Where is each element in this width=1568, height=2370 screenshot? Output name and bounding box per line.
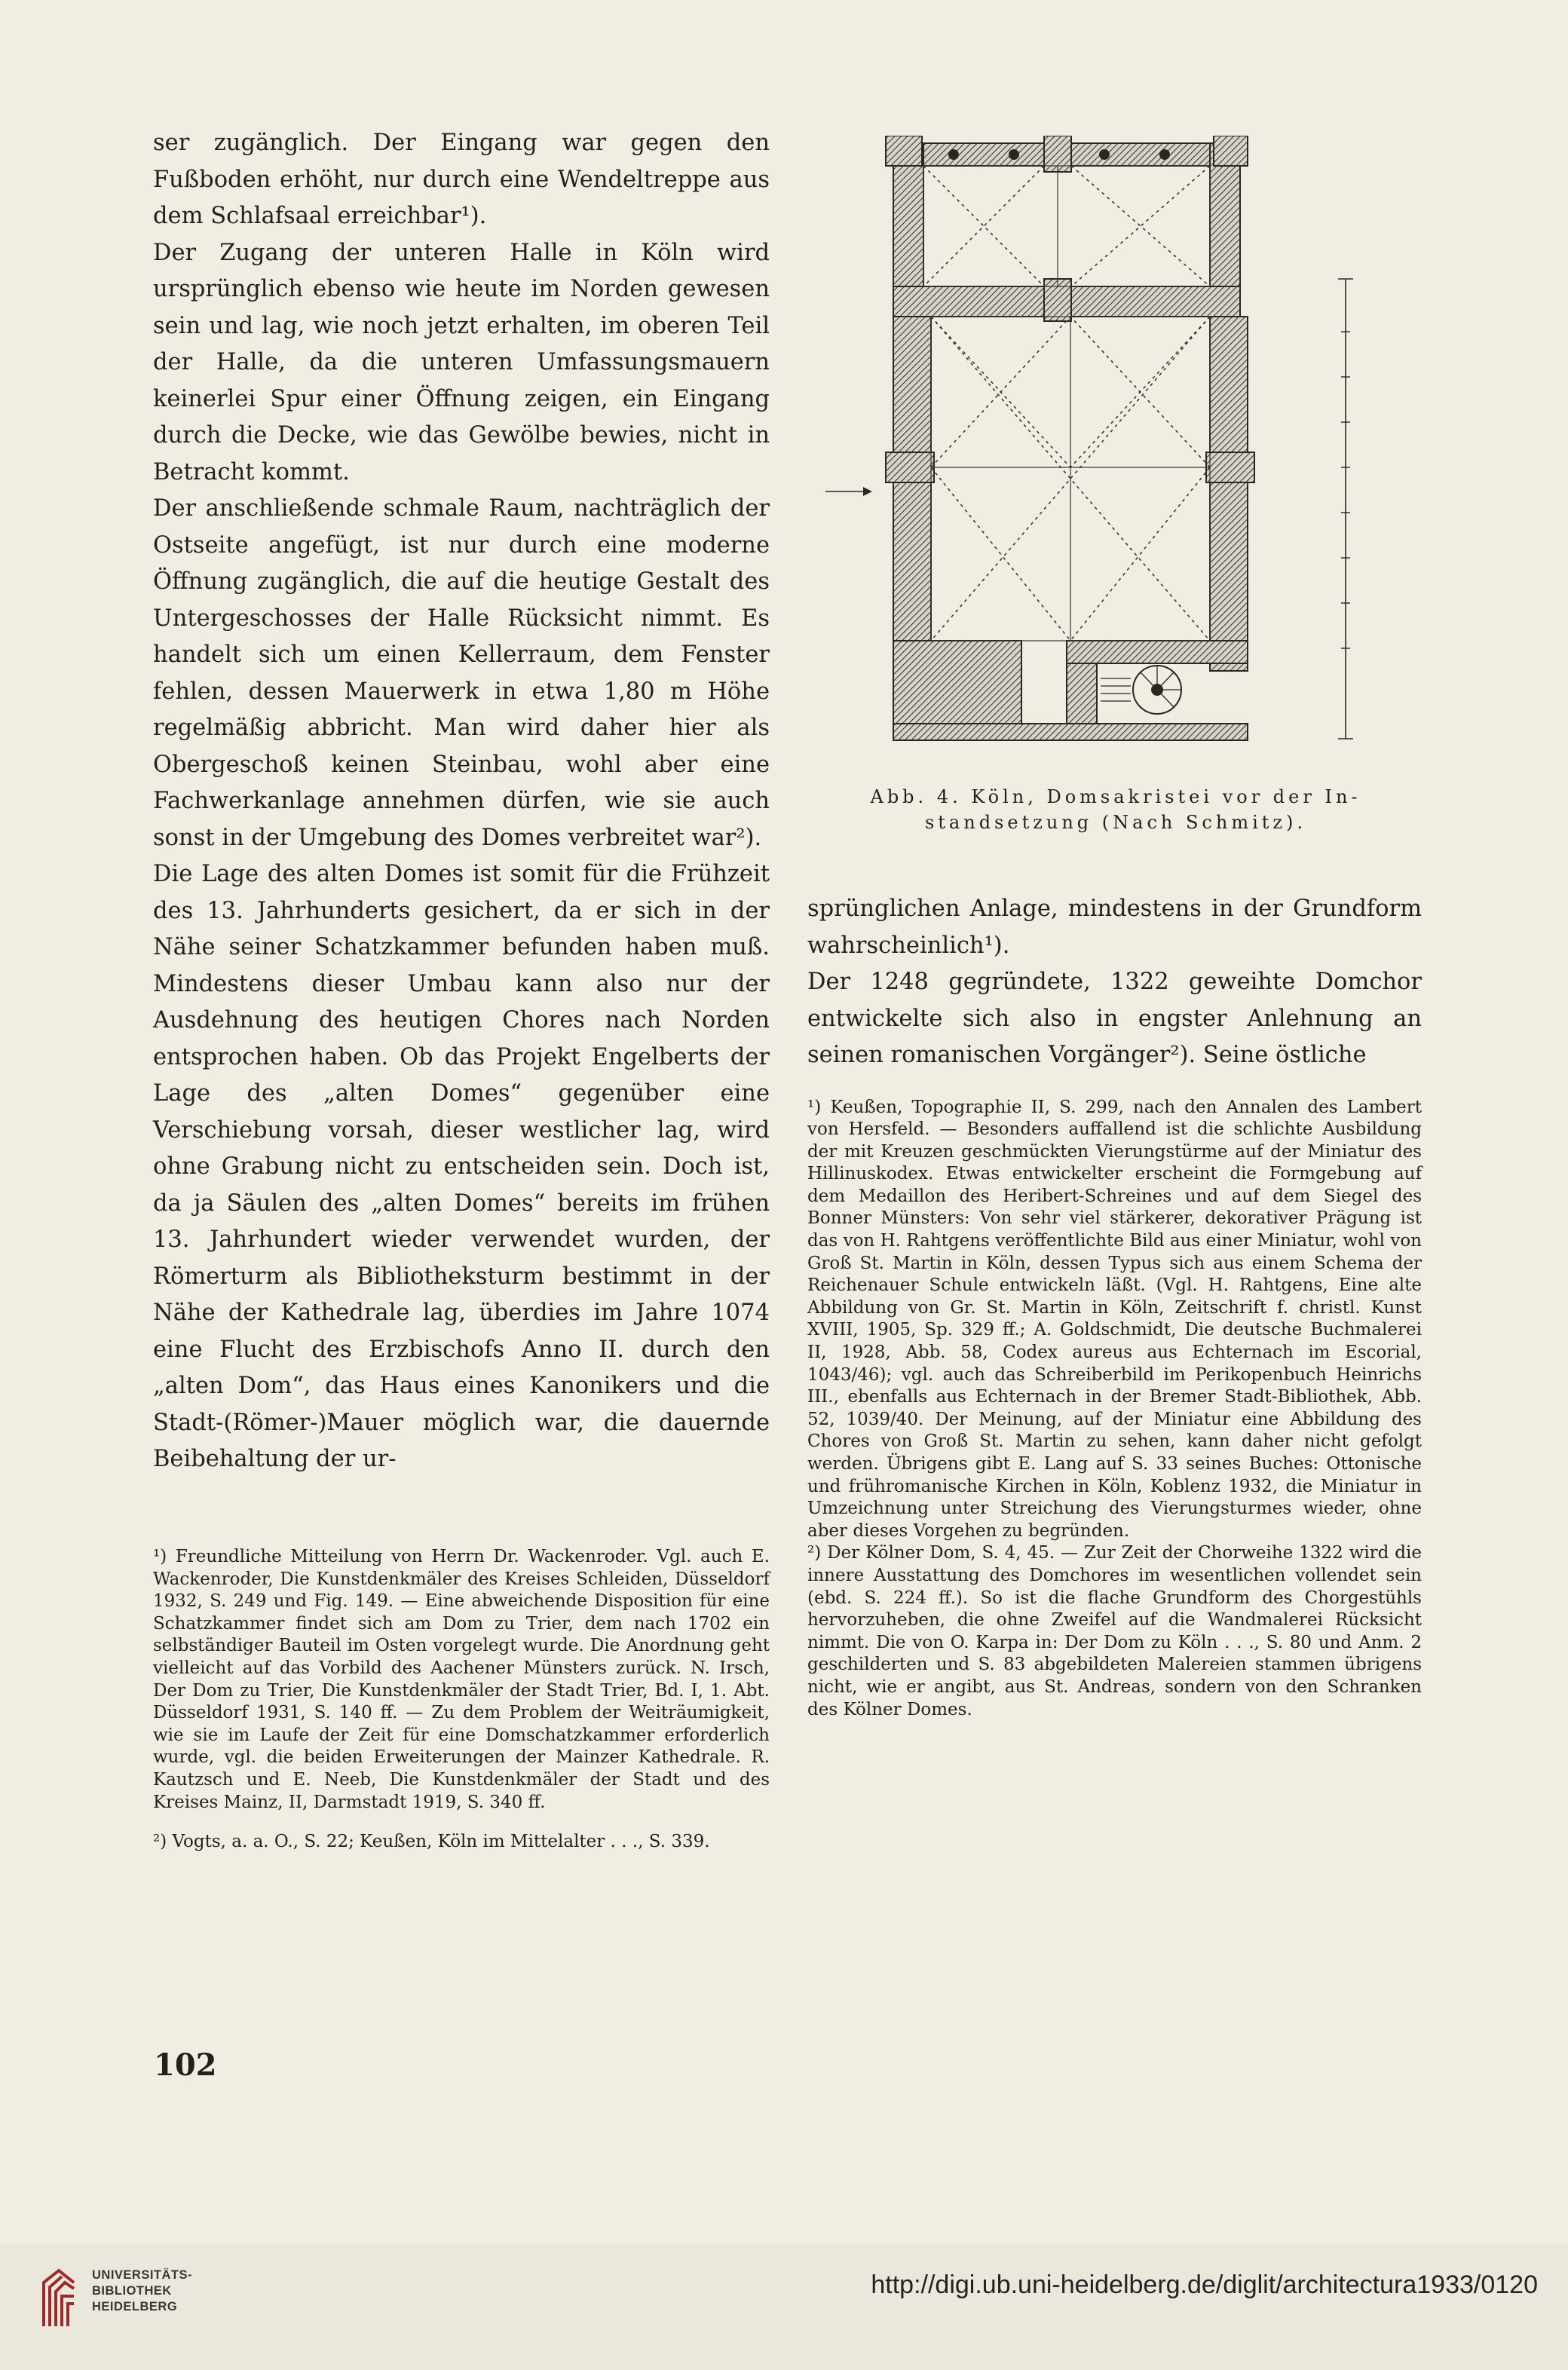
floor-plan-figure	[818, 136, 1376, 754]
page-number: 102	[154, 2047, 217, 2083]
caption-line: Abb. 4. Köln, Domsakristei vor der In-	[870, 786, 1361, 807]
paragraph: Der 1248 gegründete, 1322 geweihte Domchor entwickelte sich also in engster Anlehnung an seinen romanischen Vorgänger²). Seine östliche	[807, 969, 1422, 1068]
paragraph: Der Zugang der unteren Halle in Köln wird ursprünglich ebenso wie heute im Norden gewesen sein und lag, wie noch jetzt erhalten, im oberen Teil der Halle, da die unteren Umfassungsmauern keinerlei Spur einer Öffnung zeigen, ein Eingang durch die Decke, wie das Gewölbe bewies, nicht in Betracht kommt.	[153, 239, 770, 485]
left-footnotes	[153, 1529, 770, 1871]
right-footnotes	[807, 1097, 1422, 1722]
ub-heidelberg-logo-icon	[39, 2266, 78, 2331]
digitization-footer	[0, 2243, 1568, 2370]
library-line: BIBLIOTHEK	[92, 2284, 172, 2298]
footnote: ²) Der Kölner Dom, S. 4, 45. — Zur Zeit der Chorweihe 1322 wird die innere Ausstattung des Domchores im wesentlichen vollendet sein (ebd. S. 224 ff.). So ist die flache Grundform des Chorgestühls hervorzuheben, die ohne Zweifel auf die Wandmalerei Rücksicht nimmt. Die von O. Karpa in: Der Dom zu Köln . . ., S. 80 und Anm. 2 geschilderten und S. 83 abgebildeten Malereien stammen übrigens nicht, wie er angibt, aus St. Andreas, sondern von den Schranken des Kölner Domes.	[807, 1543, 1422, 1719]
paragraph: sprünglichen Anlage, mindestens in der Grundform wahrscheinlich¹).	[807, 896, 1422, 959]
footnote: ²) Vogts, a. a. O., S. 22; Keußen, Köln im Mittelalter . . ., S. 339.	[153, 1832, 710, 1852]
footnote: ¹) Freundliche Mitteilung von Herrn Dr. Wackenroder. Vgl. auch E. Wackenroder, Die Kunstdenkmäler des Kreises Schleiden, Düsseldorf 1932, S. 249 und Fig. 149. — Eine abweichende Disposition für eine Schatzkammer findet sich am Dom zu Trier, dem nach 1702 ein selbständiger Bauteil im Osten vorgelegt wurde. Die Anordnung geht vielleicht auf das Vorbild des Aachener Münsters zurück. N. Irsch, Der Dom zu Trier, Die Kunstdenkmäler der Stadt Trier, Bd. I, 1. Abt. Düsseldorf 1931, S. 140 ff. — Zu dem Problem der Weiträumigkeit, wie sie im Laufe der Zeit für eine Domschatzkammer erforderlich wurde, vgl. die beiden Erweiterungen der Mainzer Kathedrale. R. Kautzsch und E. Neeb, Die Kunstdenkmäler der Stadt und des Kreises Mainz, II, Darmstadt 1919, S. 340 ff.	[153, 1547, 770, 1812]
library-line: UNIVERSITÄTS-	[92, 2268, 193, 2282]
right-column	[807, 891, 1422, 1721]
caption-line: standsetzung (Nach Schmitz).	[924, 812, 1307, 833]
library-name	[92, 2267, 192, 2315]
paragraph: Die Lage des alten Domes ist somit für die Frühzeit des 13. Jahrhunderts gesichert, da er sich in der Nähe seiner Schatzkammer befunden haben muß. Mindestens dieser Umbau kann also nur der Ausdehnung des heutigen Chores nach Norden entsprochen haben. Ob das Projekt Engelberts der Lage des „alten Domes“ gegenüber eine Verschiebung vorsah, dieser westlicher lag, wird ohne Grabung nicht zu entscheiden sein. Doch ist, da ja Säulen des „alten Domes“ bereits im frühen 13. Jahrhundert wieder verwendet wurden, der Römerturm als Bibliotheksturm bestimmt in der Nähe der Kathedrale lag, überdies im Jahre 1074 eine Flucht des Erzbischofs Anno II. durch den „alten Dom“, das Haus eines Kanonikers und die Stadt-(Römer-)Mauer möglich war, die dauernde Beibehaltung der ur-	[153, 861, 770, 1472]
source-url-link[interactable]: http://digi.ub.uni-heidelberg.de/diglit/architectura1933/0120	[871, 2270, 1538, 2299]
footnote: ¹) Keußen, Topographie II, S. 299, nach den Annalen des Lambert von Hersfeld. — Besonders auffallend ist die schlichte Ausbildung der mit Kreuzen geschmückten Vierungstürme auf der Miniatur des Hillinuskodex. Etwas entwickelter erscheint die Formgebung auf dem Medaillon des Heribert-Schreines und auf dem Siegel des Bonner Münsters: Von sehr viel stärkerer, dekorativer Prägung ist das von H. Rahtgens veröffentlichte Bild aus einer Miniatur, wohl von Groß St. Martin in Köln, dessen Typus sich aus einem Schema der Reichenauer Schule entwickeln läßt. (Vgl. H. Rahtgens, Eine alte Abbildung von Gr. St. Martin in Köln, Zeitschrift f. christl. Kunst XVIII, 1905, Sp. 329 ff.; A. Goldschmidt, Die deutsche Buchmalerei II, 1928, Abb. 58, Codex aureus aus Echternach im Escorial, 1043/46); vgl. auch das Schreiberbild im Perikopenbuch Heinrichs III., ebenfalls aus Echternach in der Bremer Stadt-Bibliothek, Abb. 52, 1039/40. Der Meinung, auf der Miniatur eine Abbildung des Chores von Groß St. Martin zu sehen, kann daher nicht gefolgt werden. Übrigens gibt E. Lang auf S. 33 seines Buches: Ottonische und frühromanische Kirchen in Köln, Koblenz 1932, die Miniatur in Umzeichnung unter Streichung des Vierungsturmes wieder, ohne aber dieses Vorgehen zu begründen.	[807, 1097, 1422, 1541]
paragraph: ser zugänglich. Der Eingang war gegen den Fußboden erhöht, nur durch eine Wendeltreppe aus dem Schlafsaal erreichbar¹).	[153, 130, 770, 229]
library-line: HEIDELBERG	[92, 2300, 178, 2313]
left-column	[153, 125, 770, 1478]
figure-caption	[803, 784, 1429, 835]
floor-plan-drawing	[818, 136, 1376, 754]
paragraph: Der anschließende schmale Raum, nachträglich der Ostseite angefügt, ist nur durch eine moderne Öffnung zugänglich, die auf die heutige Gestalt des Untergeschosses der Halle Rücksicht nimmt. Es handelt sich um einen Kellerraum, dem Fenster fehlen, dessen Mauerwerk in etwa 1,80 m Höhe regelmäßig abbricht. Man wird daher hier als Obergeschoß keinen Steinbau, wohl aber eine Fachwerkanlage annehmen dürfen, wie sie auch sonst in der Umgebung des Domes verbreitet war²).	[153, 495, 770, 851]
